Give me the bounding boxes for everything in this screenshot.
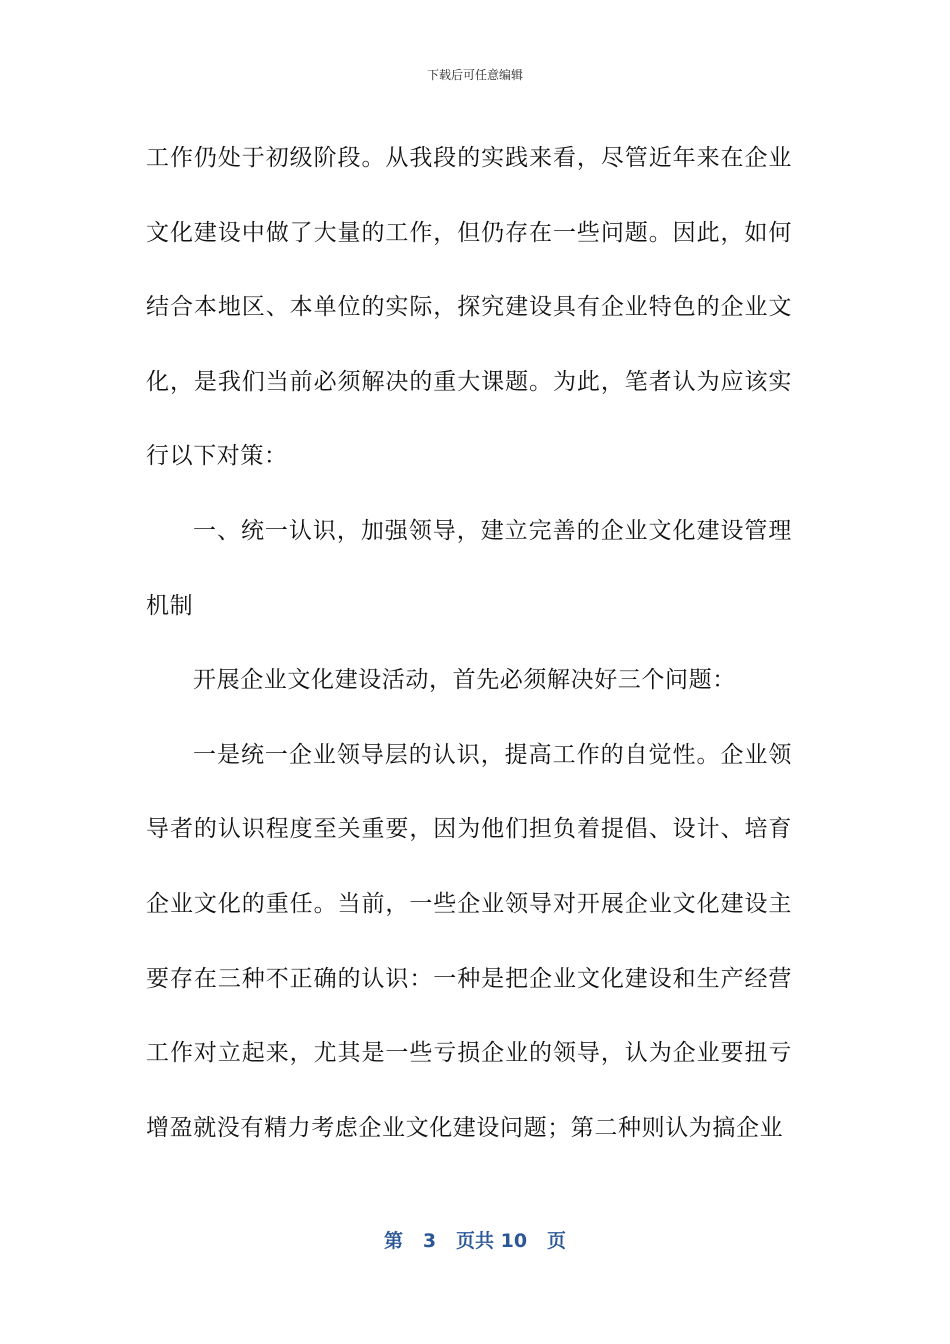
footer-current-page: 3 xyxy=(422,1230,437,1252)
paragraph-3: 开展企业文化建设活动，首先必须解决好三个问题： xyxy=(193,667,736,694)
paragraph-4: 一是统一企业领导层的认识，提高工作的自觉性。企业领导者的认识程度至关重要，因为他们担负着提倡、设计、培育企业文化的重任。当前，一些企业领导对开展企业文化建设主要存在三种不正确的认识：一种是把企业文化建设和生产经营工作对立起来，尤其是一些亏损企业的领导，认为企业要扭亏增盈就没有精力考虑企业文化建设问题；第二种则认为搞企业 xyxy=(146,741,792,1141)
footer-label-end: 页 xyxy=(546,1230,566,1252)
paragraph-1: 工作仍处于初级阶段。从我段的实践来看，尽管近年来在企业文化建设中做了大量的工作，但仍存在一些问题。因此，如何结合本地区、本单位的实际，探究建设具有企业特色的企业文化，是我们当前必须解决的重大课题。为此，笔者认为应该实行以下对策： xyxy=(146,145,792,470)
paragraph-2-heading: 一、统一认识，加强领导，建立完善的企业文化建设管理机制 xyxy=(146,517,792,619)
footer-label-total: 页共 xyxy=(456,1230,495,1252)
footer-total-pages: 10 xyxy=(500,1230,528,1252)
page-footer xyxy=(0,1226,950,1253)
header-note: 下载后可任意编辑 xyxy=(426,68,523,82)
footer-label-page: 第 xyxy=(384,1230,404,1252)
document-body xyxy=(146,121,792,1165)
